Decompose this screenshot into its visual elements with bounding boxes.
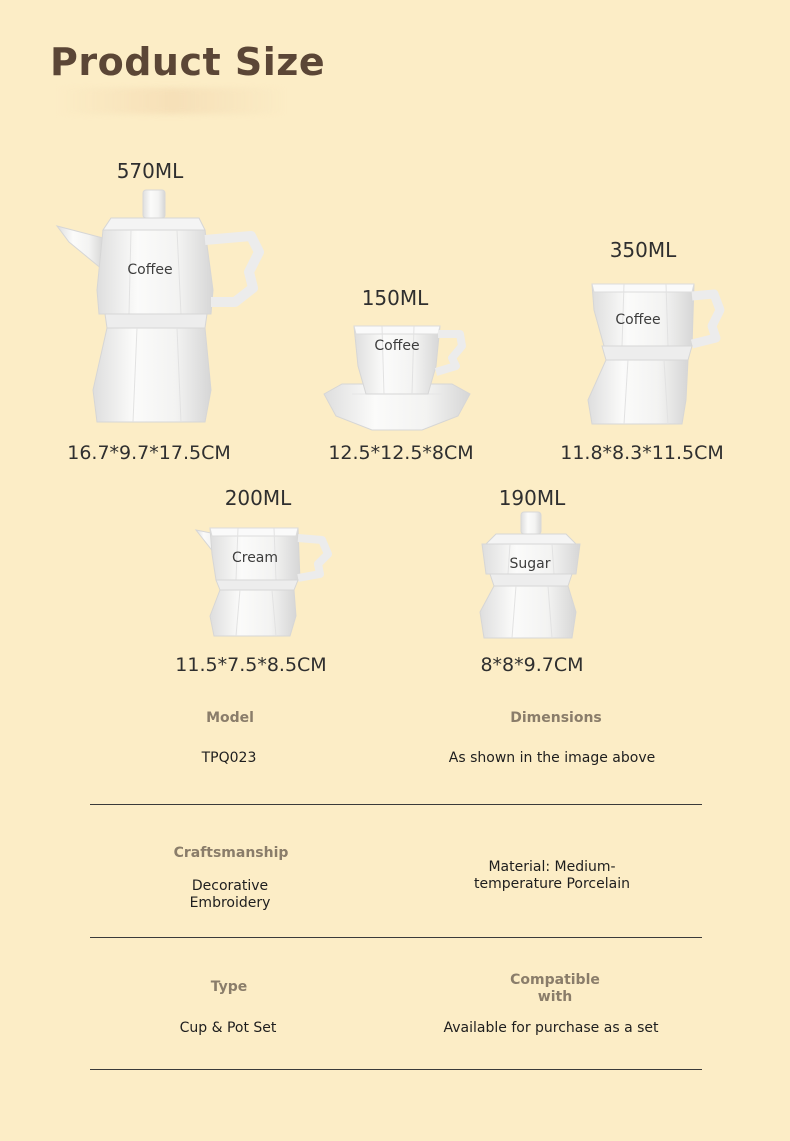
dimensions-350: 11.8*8.3*11.5CM xyxy=(560,442,724,464)
capacity-150: 150ML xyxy=(361,286,429,310)
product-label-coffee-cup-small: Coffee xyxy=(374,338,420,354)
spec-label-compatible: Compatible with xyxy=(510,972,600,1005)
divider-2 xyxy=(90,937,702,938)
divider-1 xyxy=(90,804,702,805)
product-label-coffee-mug: Coffee xyxy=(615,312,661,328)
spec-label-craftsmanship: Craftsmanship xyxy=(173,845,289,861)
spec-value-dimensions: As shown in the image above xyxy=(448,750,656,766)
sugar-bowl-image xyxy=(476,512,586,642)
dimensions-200: 11.5*7.5*8.5CM xyxy=(175,654,327,676)
divider-3 xyxy=(90,1069,702,1070)
spec-label-dimensions: Dimensions xyxy=(510,710,602,726)
capacity-190: 190ML xyxy=(498,486,566,510)
spec-value-material: Material: Medium- temperature Porcelain xyxy=(474,859,630,892)
dimensions-150: 12.5*12.5*8CM xyxy=(328,442,474,464)
product-label-coffee-pot: Coffee xyxy=(127,262,173,278)
spec-label-type: Type xyxy=(210,979,248,995)
product-label-sugar: Sugar xyxy=(509,556,551,572)
coffee-pot-large-image xyxy=(55,190,265,426)
capacity-200: 200ML xyxy=(224,486,292,510)
title-decoration xyxy=(54,88,284,114)
coffee-mug-image xyxy=(588,280,728,428)
dimensions-570: 16.7*9.7*17.5CM xyxy=(67,442,231,464)
spec-value-compatible: Available for purchase as a set xyxy=(443,1020,659,1036)
spec-label-model: Model xyxy=(206,710,254,726)
cream-jug-image xyxy=(194,524,334,640)
page-title: Product Size xyxy=(50,40,326,84)
spec-value-craftsmanship: Decorative Embroidery xyxy=(189,878,271,911)
spec-value-type: Cup & Pot Set xyxy=(179,1020,277,1036)
product-label-cream: Cream xyxy=(231,550,279,566)
capacity-570: 570ML xyxy=(116,159,184,183)
capacity-350: 350ML xyxy=(609,238,677,262)
dimensions-190: 8*8*9.7CM xyxy=(480,654,584,676)
spec-value-model: TPQ023 xyxy=(201,750,257,766)
coffee-cup-saucer-image xyxy=(322,320,472,432)
